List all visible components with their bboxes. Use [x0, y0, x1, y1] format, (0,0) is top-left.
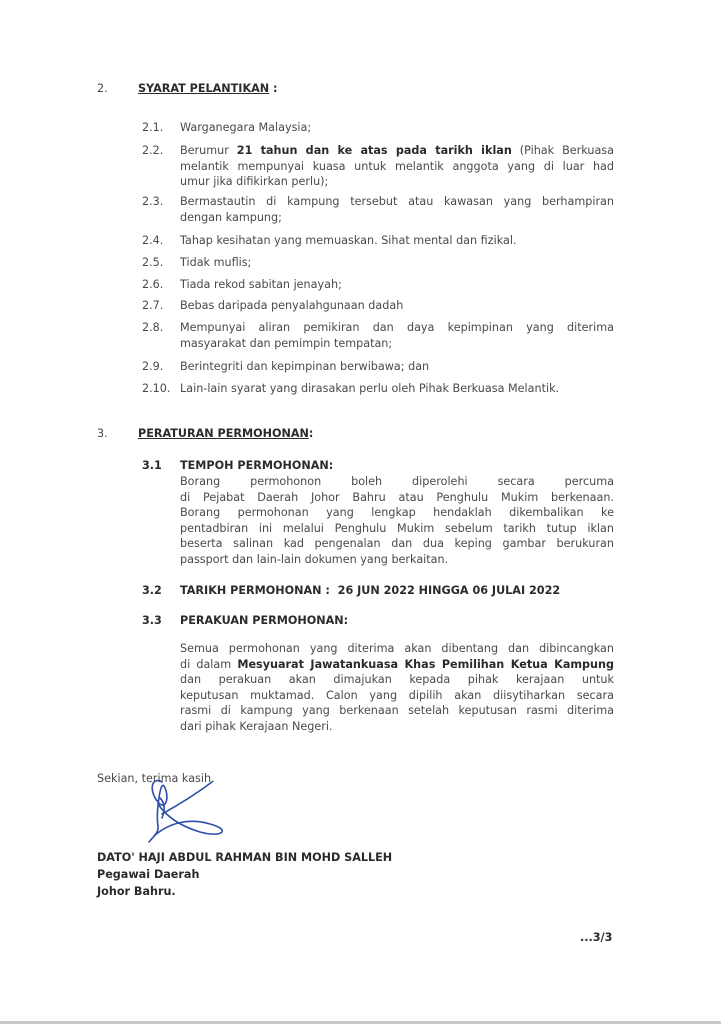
- list-item: Tidak muflis;: [180, 256, 252, 269]
- section-3-heading-suffix: :: [308, 427, 314, 440]
- item-number: 2.5.: [142, 256, 164, 269]
- body-line: keputusan muktamad. Calon yang dipilih akan diisytiharkan secara: [180, 688, 614, 702]
- section-2-heading-suffix: :: [269, 82, 278, 95]
- list-item: Tiada rekod sabitan jenayah;: [180, 278, 342, 291]
- list-item: Tahap kesihatan yang memuaskan. Sihat mental dan fizikal.: [180, 234, 517, 247]
- application-date-label: TARIKH PERMOHONAN :: [180, 584, 330, 597]
- item-text-bold: 21 tahun dan ke atas pada tarikh iklan: [236, 144, 512, 157]
- signatory-place: Johor Bahru.: [97, 885, 176, 898]
- subsection-heading: TEMPOH PERMOHONAN:: [180, 459, 334, 472]
- signatory-title: Pegawai Daerah: [97, 868, 200, 881]
- body-line: Borang permohonan yang lengkap hendaklah dikembalikan ke: [180, 506, 614, 519]
- body-text-pre: di dalam: [180, 657, 238, 671]
- application-date-value: 26 JUN 2022 HINGGA 06 JULAI 2022: [337, 584, 561, 597]
- body-line: beserta salinan kad pengenalan dan dua keping gambar berukuran: [180, 537, 614, 550]
- item-text-line: masyarakat dan pemimpin tempatan;: [180, 336, 393, 350]
- item-number: 2.4.: [142, 234, 164, 247]
- item-number: 2.10.: [142, 382, 171, 395]
- section-2-heading-text: SYARAT PELANTIKAN: [138, 82, 270, 95]
- list-item: Bebas daripada penyalahgunaan dadah: [180, 299, 404, 312]
- closing-text: Sekian, terima kasih.: [97, 772, 215, 785]
- item-text-line: Mempunyai aliran pemikiran dan daya kepimpinan yang diterima: [180, 321, 614, 334]
- body-line: dari pihak Kerajaan Negeri.: [180, 719, 333, 733]
- list-item: Warganegara Malaysia;: [180, 121, 312, 134]
- section-2-heading: [138, 81, 278, 97]
- section-3-heading-text: PERATURAN PERMOHONAN: [138, 427, 309, 440]
- item-text-line: (Pihak Berkuasa: [519, 144, 614, 157]
- page-marker: ...3/3: [580, 931, 613, 944]
- item-text-pre: Berumur: [180, 144, 237, 157]
- committee-name: Mesyuarat Jawatankuasa Khas Pemilihan Ketua Kampung: [237, 657, 614, 671]
- item-number: 2.9.: [142, 360, 164, 373]
- list-item: Berintegriti dan kepimpinan berwibawa; dan: [180, 360, 430, 373]
- section-2-number: 2.: [97, 82, 108, 95]
- item-number: 2.8.: [142, 321, 164, 334]
- body-line: di Pejabat Daerah Johor Bahru atau Penghulu Mukim berkenaan.: [180, 490, 614, 504]
- body-line: pentadbiran ini melalui Penghulu Mukim sebelum tarikh tutup iklan: [180, 521, 614, 535]
- list-item: [180, 194, 614, 225]
- body-line: Semua permohonan yang diterima akan dibentang dan dibincangkan: [180, 642, 614, 655]
- item-number: 2.2.: [142, 144, 164, 157]
- subsection-heading: PERAKUAN PERMOHONAN:: [180, 614, 349, 627]
- subsection-heading: [180, 583, 560, 599]
- subsection-number: 3.1: [142, 459, 162, 472]
- list-item: Lain-lain syarat yang dirasakan perlu oleh Pihak Berkuasa Melantik.: [180, 382, 560, 395]
- section-3-number: 3.: [97, 427, 108, 440]
- body-line: dan perakuan akan dimajukan kepada pihak kerajaan untuk: [180, 673, 614, 686]
- item-number: 2.7.: [142, 299, 164, 312]
- subsection-body: [180, 641, 614, 734]
- signature: [140, 774, 240, 846]
- item-number: 2.1.: [142, 121, 164, 134]
- body-line: Borang permohonon boleh diperolehi secara percuma: [180, 475, 614, 488]
- item-number: 2.3.: [142, 195, 164, 208]
- subsection-number: 3.3: [142, 614, 162, 627]
- list-item: [180, 320, 614, 351]
- item-text-line: melantik mempunyai kuasa untuk melantik anggota yang di luar had: [180, 159, 614, 173]
- signature-stroke: [162, 782, 212, 814]
- item-text-line: dengan kampung;: [180, 210, 282, 224]
- item-text-line: umur jika difikirkan perlu);: [180, 175, 329, 188]
- item-number: 2.6.: [142, 278, 164, 291]
- body-line: rasmi di kampung yang berkenaan setelah keputusan rasmi diterima: [180, 704, 614, 717]
- signatory-name: DATO' HAJI ABDUL RAHMAN BIN MOHD SALLEH: [97, 851, 393, 864]
- item-text-line: Bermastautin di kampung tersebut atau kawasan yang berhampiran: [180, 195, 614, 208]
- list-item: [180, 143, 614, 190]
- body-line: passport dan lain-lain dokumen yang berkaitan.: [180, 552, 449, 566]
- subsection-body: [180, 474, 614, 567]
- section-3-heading: [138, 426, 313, 442]
- subsection-number: 3.2: [142, 584, 162, 597]
